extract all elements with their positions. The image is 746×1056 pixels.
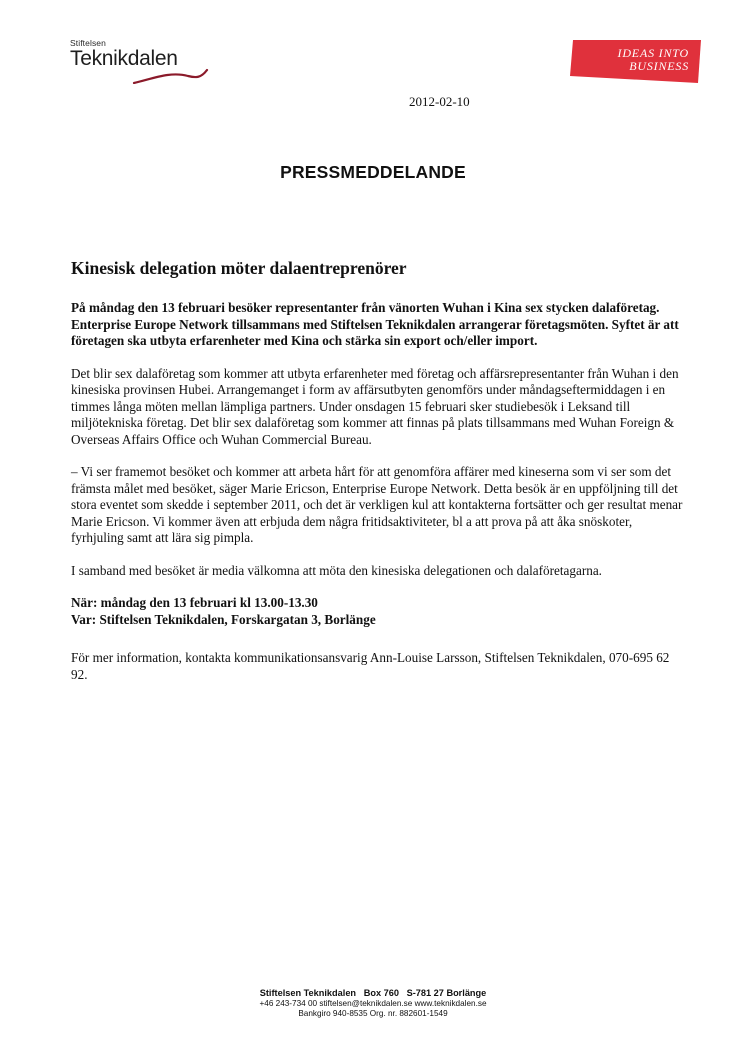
media-invite-paragraph: I samband med besöket är media välkomna att möta den kinesiska delegationen och dalaföretagarna. [71,562,602,578]
article-body [71,257,686,699]
ideas-into-business-banner [570,40,701,83]
article-headline: Kinesisk delegation möter dalaentreprenörer [71,258,407,278]
teknikdalen-logo [70,38,210,84]
release-date: 2012-02-10 [409,94,470,109]
footer-bank-details: Bankgiro 940-8535 Org. nr. 882601-1549 [298,1009,448,1018]
body-paragraph: Det blir sex dalaföretag som kommer att utbyta erfarenheter med företag och affärsrepresentanter från Wuhan i den kinesiska provinsen Hubei. Arrangemanget i form av affärsutbyten genomförs under måndagseftermiddagen i en timmes långa möten mellan lämpliga partners. Under onsdagen 15 februari sker studiebesök i Leksand till miljötekniska företag. Det blir sex dalaföretag som kommer att finnas på plats tillsammans med Wuhan Foreign & Overseas Affairs Office och Wuhan Commercial Bureau. [71,365,679,447]
event-location: Var: Stiftelsen Teknikdalen, Forskargatan 3, Borlänge [71,611,376,627]
banner-tagline-line1: IDEAS INTO [617,46,689,60]
document-type-heading: PRESSMEDDELANDE [280,162,466,182]
banner-tagline-line2: BUSINESS [629,59,689,73]
quote-paragraph: – Vi ser framemot besöket och kommer att arbeta hårt för att genomföra affärer med kineserna som vi ser som det främsta målet med besöket, säger Marie Ericson, Enterprise Europe Network. Detta besök är en uppföljning till det stora eventet som skedde i september 2011, och det är verkligen kul att kontakterna fortsätter och ger resultat menar Marie Ericson. Vi kommer även att erbjuda dem några fritidsaktiviteter, bl a att prova på att åka snöskoter, fyrhjuling samt att lära sig pimpla. [71,464,683,545]
contact-paragraph: För mer information, kontakta kommunikationsansvarig Ann-Louise Larsson, Stiftelsen Teknikdalen, 070-695 62 92. [71,650,670,682]
footer-address: Stiftelsen Teknikdalen Box 760 S-781 27 Borlänge [259,988,487,998]
event-time: När: måndag den 13 februari kl 13.00-13.30 [71,595,318,610]
logo-foundation-label: Stiftelsen [70,38,106,48]
logo-swoosh-icon [70,56,210,84]
page-footer [0,988,746,1019]
logo-wordmark: Teknikdalen [70,47,178,70]
footer-contact: +46 243-734 00 stiftelsen@teknikdalen.se www.teknikdalen.se [259,999,487,1008]
lead-paragraph: På måndag den 13 februari besöker representanter från vänorten Wuhan i Kina sex stycken dalaföretag. Enterprise Europe Network tillsammans med Stiftelsen Teknikdalen arrangerar företagsmöten. Syftet är att företagen ska utbyta erfarenheter med Kina och stärka sin export och/eller import. [71,300,679,348]
